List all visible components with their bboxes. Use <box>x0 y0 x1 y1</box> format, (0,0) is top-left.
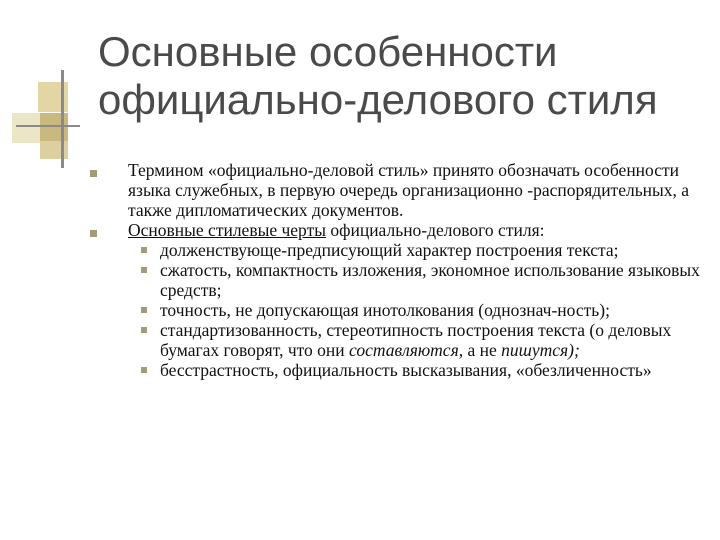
square-bullet-icon <box>90 230 97 237</box>
sub-bullet-text-italic: составляются, <box>349 340 464 360</box>
sub-bullet-text: долженствующе-предписующий характер построения текста; <box>160 240 619 260</box>
bullet-lead-rest: официально-делового стиля: <box>326 220 545 240</box>
bullet-item <box>128 160 703 220</box>
square-bullet-icon <box>141 307 147 313</box>
sub-bullet-text: точность, не допускающая инотолкования (однознач-ность); <box>160 300 610 320</box>
square-bullet-icon <box>141 367 147 373</box>
sub-bullet-item <box>128 320 703 360</box>
decorative-vertical-line <box>61 70 64 168</box>
square-bullet-icon <box>141 247 147 253</box>
sub-bullet-item <box>128 360 703 380</box>
sub-bullet-text: сжатость, компактность изложения, экономное использование языковых средств; <box>160 260 700 300</box>
sub-bullet-text: стандартизованность, стереотипность построения текста (о деловых бумагах говорят, что они <box>160 320 672 360</box>
bullet-lead-underlined: Основные стилевые черты <box>128 220 326 240</box>
sub-bullet-text-italic: пишутся); <box>501 340 580 360</box>
sub-bullet-item <box>128 260 703 300</box>
slide-title <box>98 28 708 124</box>
title-line-2: официально-делового стиля <box>98 76 658 123</box>
bullet-item <box>128 220 703 380</box>
slide-body <box>128 160 703 380</box>
title-line-1: Основные особенности <box>98 28 558 75</box>
sub-bullet-item <box>128 240 703 260</box>
decorative-horizontal-line <box>16 125 80 127</box>
sub-bullet-text: а не <box>463 340 502 360</box>
square-bullet-icon <box>141 267 147 273</box>
bullet-text: Термином «официально-деловой стиль» принято обозначать особенности языка служебных, в первую очередь организационно -распорядительных, а также дипломатических документов. <box>128 160 690 220</box>
sub-bullet-text: бесстрастность, официальность высказывания, «обезличенность» <box>160 360 652 380</box>
decorative-square <box>12 113 40 143</box>
square-bullet-icon <box>90 170 97 177</box>
sub-bullet-item <box>128 300 703 320</box>
square-bullet-icon <box>141 327 147 333</box>
